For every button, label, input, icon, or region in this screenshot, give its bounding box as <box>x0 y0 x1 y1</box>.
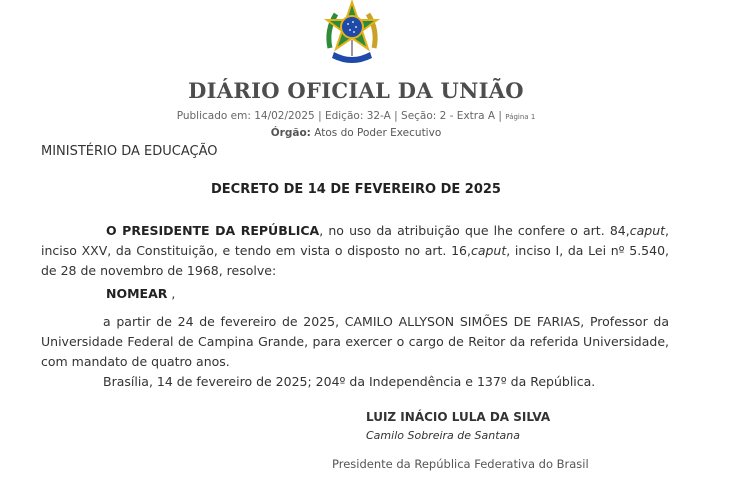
organ-line <box>0 127 712 139</box>
ministry-name: MINISTÉRIO DA EDUCAÇÃO <box>41 144 218 159</box>
organ-label: Órgão: <box>270 127 311 139</box>
cosigner-name: Camilo Sobreira de Santana <box>366 429 520 442</box>
closing-date-line: Brasília, 14 de fevereiro de 2025; 204º da Independência e 137º da República. <box>103 374 596 389</box>
decree-body: a partir de 24 de fevereiro de 2025, CAMILO ALLYSON SIMÕES DE FARIAS, Professor da Universidade Federal de Campina Grande, para exercer o cargo de Reitor da referida Universidade, com mandato de quatro anos. <box>41 314 669 369</box>
edition: Edição: 32-A <box>324 110 391 122</box>
president-label: O PRESIDENTE DA REPÚBLICA <box>106 223 320 238</box>
decree-preamble: O PRESIDENTE DA REPÚBLICA, no uso da atribuição que lhe confere o art. 84,caput, inciso XXV, da Constituição, e tendo em vista o disposto no art. 16,caput, inciso I, da Lei nº 5.540, de 28 de novembro de 1968, resolve: <box>41 223 670 278</box>
publication-line: Publicado em: 14/02/2025 | Edição: 32-A | Seção: 2 - Extra A | Página 1 <box>176 110 536 122</box>
organ-value: Atos do Poder Executivo <box>314 127 442 139</box>
nomear-heading: NOMEAR , <box>106 286 176 301</box>
page-number: Página 1 <box>505 113 536 121</box>
signer-title: Presidente da República Federativa do Brasil <box>332 457 589 471</box>
published-date: Publicado em: 14/02/2025 <box>176 110 315 122</box>
decree-title: DECRETO DE 14 DE FEVEREIRO DE 2025 <box>211 182 501 197</box>
coat-of-arms-icon <box>320 0 384 66</box>
section: Seção: 2 - Extra A <box>401 110 496 122</box>
gazette-title: DIÁRIO OFICIAL DA UNIÃO <box>188 78 524 103</box>
signer-name: LUIZ INÁCIO LULA DA SILVA <box>366 410 551 424</box>
